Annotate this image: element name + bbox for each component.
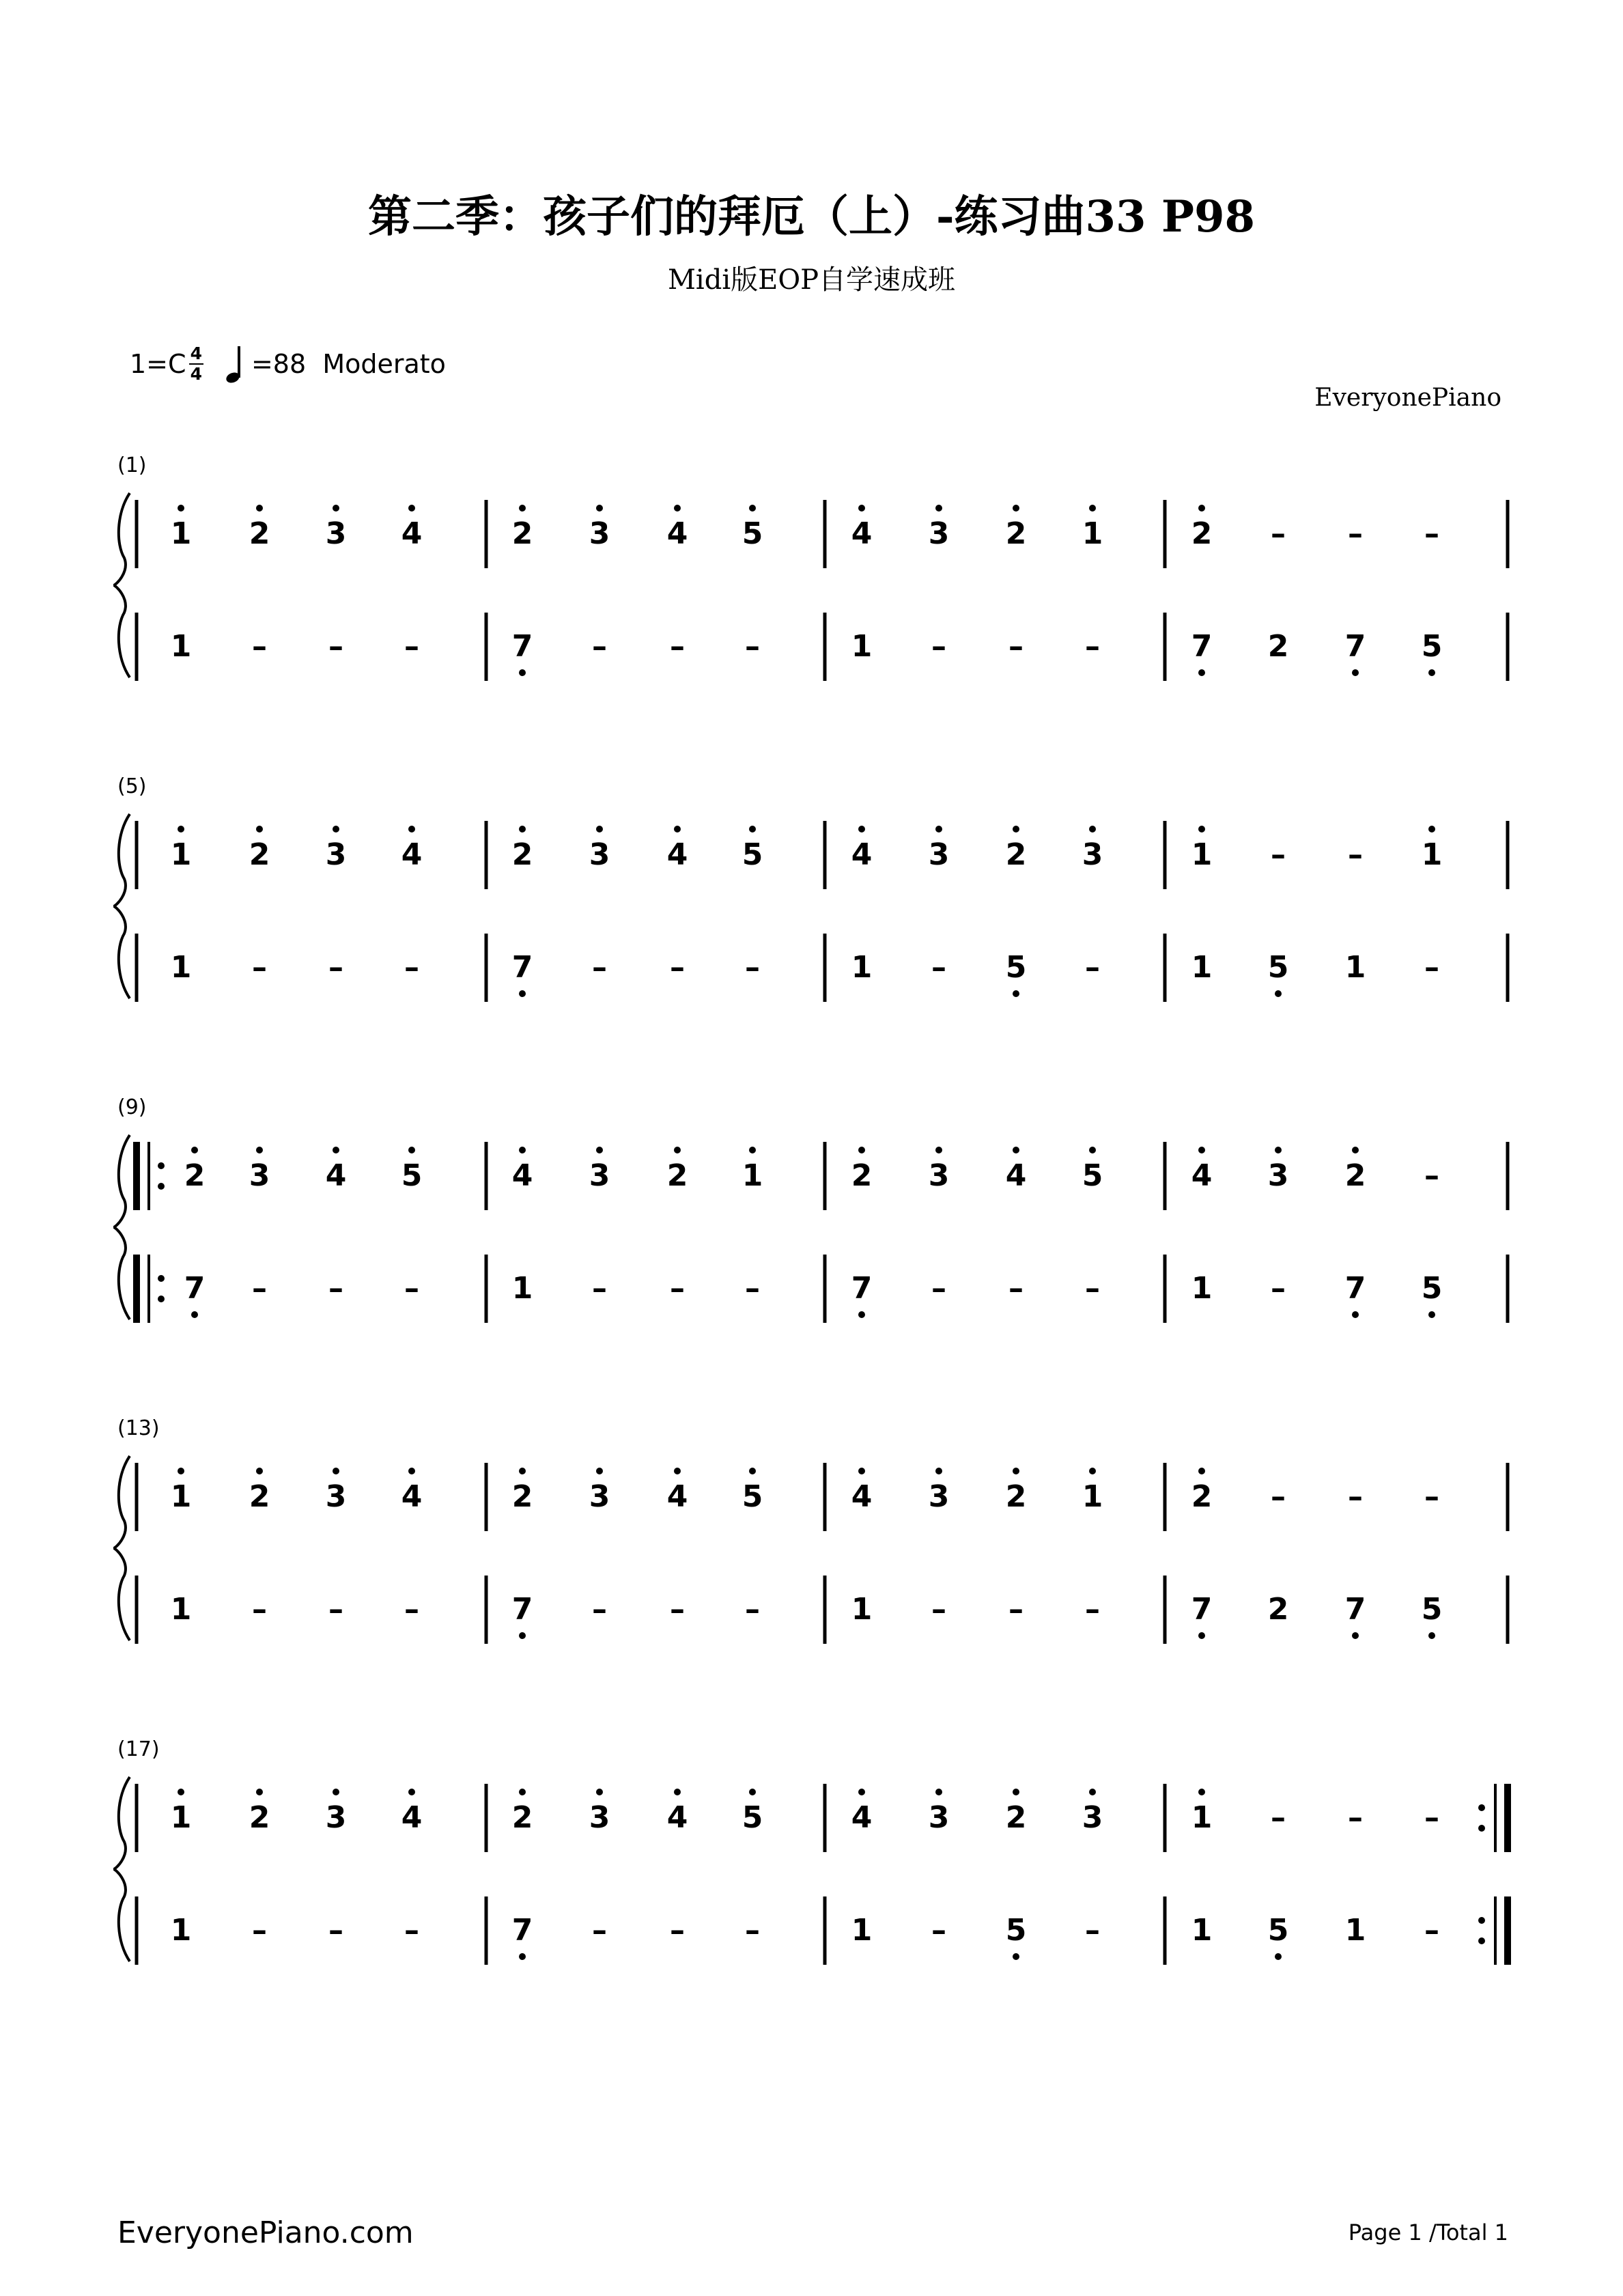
note-dash: – <box>252 1913 267 1948</box>
note-1: 1 <box>1082 516 1103 551</box>
note-5: 5 <box>1267 950 1289 985</box>
note-7: 7 <box>184 1271 206 1306</box>
note-7: 7 <box>511 629 533 664</box>
note-4: 4 <box>511 1158 533 1193</box>
note-2: 2 <box>511 516 533 551</box>
note-dash: – <box>1085 629 1100 664</box>
octave-high-dot <box>519 1468 526 1474</box>
note-7: 7 <box>851 1271 873 1306</box>
note-dash: – <box>592 1913 607 1948</box>
note-3: 3 <box>325 516 347 551</box>
note-3: 3 <box>589 1158 610 1193</box>
measure-number: (9) <box>117 1095 147 1119</box>
octave-high-dot <box>749 826 756 832</box>
octave-high-dot <box>1198 1789 1205 1795</box>
octave-high-dot <box>519 505 526 512</box>
octave-high-dot <box>333 1147 339 1153</box>
measure-number: (13) <box>117 1416 160 1440</box>
note-7: 7 <box>511 950 533 985</box>
note-3: 3 <box>589 837 610 872</box>
system-brace <box>113 1135 130 1319</box>
note-5: 5 <box>1421 629 1443 664</box>
note-dash: – <box>1424 1158 1439 1193</box>
octave-low-dot <box>1198 669 1205 676</box>
octave-high-dot <box>935 1468 942 1474</box>
note-7: 7 <box>1344 1592 1366 1627</box>
octave-high-dot <box>674 1789 681 1795</box>
note-1: 1 <box>742 1158 763 1193</box>
octave-low-dot <box>1013 990 1019 997</box>
octave-high-dot <box>1198 826 1205 832</box>
measure-number: (17) <box>117 1737 160 1761</box>
note-dash: – <box>404 950 419 985</box>
octave-high-dot <box>333 1789 339 1795</box>
note-dash: – <box>328 1913 343 1948</box>
note-2: 2 <box>249 1479 270 1514</box>
note-1: 1 <box>1191 1800 1213 1835</box>
note-4: 4 <box>851 516 873 551</box>
measure-number: (5) <box>117 774 147 798</box>
octave-high-dot <box>408 505 415 512</box>
octave-high-dot <box>178 826 184 832</box>
system-brace <box>113 1777 130 1961</box>
note-dash: – <box>1085 1592 1100 1627</box>
tempo-marking: =88 Moderato <box>251 349 446 379</box>
octave-high-dot <box>1089 1789 1096 1795</box>
repeat-dot <box>1478 1917 1485 1924</box>
octave-high-dot <box>1013 1147 1019 1153</box>
octave-low-dot <box>1352 1311 1359 1318</box>
note-4: 4 <box>325 1158 347 1193</box>
system-brace <box>113 814 130 998</box>
note-5: 5 <box>742 837 763 872</box>
octave-low-dot <box>1352 1632 1359 1639</box>
octave-high-dot <box>256 505 263 512</box>
repeat-dot <box>158 1183 165 1190</box>
octave-high-dot <box>333 826 339 832</box>
note-dash: – <box>592 1271 607 1306</box>
repeat-dot <box>158 1275 165 1282</box>
octave-high-dot <box>1013 1789 1019 1795</box>
key-signature: 1=C <box>130 349 186 379</box>
octave-high-dot <box>408 1147 415 1153</box>
note-1: 1 <box>1421 837 1443 872</box>
note-1: 1 <box>170 516 192 551</box>
note-2: 2 <box>1005 1479 1027 1514</box>
octave-high-dot <box>1013 505 1019 512</box>
note-2: 2 <box>249 516 270 551</box>
note-dash: – <box>1348 516 1363 551</box>
note-3: 3 <box>325 1800 347 1835</box>
octave-high-dot <box>1428 826 1435 832</box>
page-subtitle: Midi版EOP自学速成班 <box>667 264 956 296</box>
note-dash: – <box>1424 1913 1439 1948</box>
note-dash: – <box>328 629 343 664</box>
note-dash: – <box>592 629 607 664</box>
note-4: 4 <box>666 1800 688 1835</box>
octave-low-dot <box>1428 669 1435 676</box>
page-title: 第二季：孩子们的拜厄（上）-练习曲33 P98 <box>367 191 1256 242</box>
note-dash: – <box>404 1271 419 1306</box>
footer-page-number: Page 1 /Total 1 <box>1348 2220 1508 2245</box>
octave-high-dot <box>674 1147 681 1153</box>
octave-high-dot <box>408 1468 415 1474</box>
octave-high-dot <box>408 826 415 832</box>
octave-high-dot <box>519 826 526 832</box>
note-dash: – <box>1348 1479 1363 1514</box>
repeat-dot <box>158 1296 165 1302</box>
note-3: 3 <box>325 837 347 872</box>
note-dash: – <box>592 1592 607 1627</box>
octave-high-dot <box>191 1147 198 1153</box>
note-dash: – <box>931 1913 946 1948</box>
octave-high-dot <box>1198 505 1205 512</box>
octave-high-dot <box>519 1789 526 1795</box>
note-1: 1 <box>851 950 873 985</box>
octave-high-dot <box>858 1789 865 1795</box>
note-2: 2 <box>1267 1592 1289 1627</box>
octave-high-dot <box>674 826 681 832</box>
octave-high-dot <box>596 1789 603 1795</box>
octave-high-dot <box>178 505 184 512</box>
octave-low-dot <box>1352 669 1359 676</box>
octave-low-dot <box>1428 1311 1435 1318</box>
note-3: 3 <box>928 1800 950 1835</box>
system-brace <box>113 1456 130 1640</box>
note-3: 3 <box>325 1479 347 1514</box>
note-1: 1 <box>170 1592 192 1627</box>
note-dash: – <box>1008 1592 1024 1627</box>
octave-high-dot <box>935 1147 942 1153</box>
octave-high-dot <box>858 826 865 832</box>
time-signature-numerator: 4 <box>190 344 202 363</box>
octave-high-dot <box>749 1468 756 1474</box>
note-dash: – <box>931 950 946 985</box>
note-dash: – <box>745 629 760 664</box>
note-dash: – <box>1271 516 1286 551</box>
note-2: 2 <box>511 837 533 872</box>
repeat-dot <box>158 1162 165 1169</box>
note-5: 5 <box>1005 950 1027 985</box>
note-3: 3 <box>589 1479 610 1514</box>
note-2: 2 <box>1005 837 1027 872</box>
note-dash: – <box>670 950 685 985</box>
octave-high-dot <box>519 1147 526 1153</box>
time-signature-denominator: 4 <box>190 364 202 384</box>
note-4: 4 <box>401 516 423 551</box>
note-dash: – <box>252 1271 267 1306</box>
note-dash: – <box>931 629 946 664</box>
note-dash: – <box>1424 1800 1439 1835</box>
note-2: 2 <box>184 1158 206 1193</box>
octave-low-dot <box>1275 990 1282 997</box>
note-dash: – <box>670 1271 685 1306</box>
note-dash: – <box>1271 1271 1286 1306</box>
note-4: 4 <box>851 837 873 872</box>
octave-high-dot <box>858 505 865 512</box>
note-1: 1 <box>170 950 192 985</box>
octave-low-dot <box>1198 1632 1205 1639</box>
note-dash: – <box>670 1913 685 1948</box>
note-dash: – <box>745 1913 760 1948</box>
note-3: 3 <box>928 1479 950 1514</box>
note-dash: – <box>328 1592 343 1627</box>
repeat-dot <box>1478 1825 1485 1832</box>
octave-low-dot <box>519 669 526 676</box>
octave-high-dot <box>596 1147 603 1153</box>
octave-low-dot <box>191 1311 198 1318</box>
note-dash: – <box>328 950 343 985</box>
note-3: 3 <box>589 516 610 551</box>
note-1: 1 <box>1082 1479 1103 1514</box>
note-dash: – <box>1424 1479 1439 1514</box>
note-dash: – <box>252 1592 267 1627</box>
note-4: 4 <box>851 1479 873 1514</box>
note-4: 4 <box>666 1479 688 1514</box>
note-7: 7 <box>1191 629 1213 664</box>
note-dash: – <box>404 1913 419 1948</box>
note-2: 2 <box>511 1479 533 1514</box>
note-3: 3 <box>928 516 950 551</box>
octave-high-dot <box>858 1468 865 1474</box>
note-1: 1 <box>851 1592 873 1627</box>
note-2: 2 <box>851 1158 873 1193</box>
note-7: 7 <box>1344 629 1366 664</box>
note-2: 2 <box>249 1800 270 1835</box>
note-dash: – <box>1085 1913 1100 1948</box>
octave-high-dot <box>1089 505 1096 512</box>
note-dash: – <box>592 950 607 985</box>
octave-high-dot <box>1013 826 1019 832</box>
note-7: 7 <box>1191 1592 1213 1627</box>
octave-low-dot <box>858 1311 865 1318</box>
note-dash: – <box>252 950 267 985</box>
octave-high-dot <box>1198 1468 1205 1474</box>
note-1: 1 <box>1191 837 1213 872</box>
octave-high-dot <box>596 505 603 512</box>
note-1: 1 <box>170 629 192 664</box>
note-dash: – <box>745 1271 760 1306</box>
note-dash: – <box>931 1592 946 1627</box>
octave-high-dot <box>935 1789 942 1795</box>
octave-high-dot <box>408 1789 415 1795</box>
octave-low-dot <box>1275 1953 1282 1960</box>
note-2: 2 <box>1191 1479 1213 1514</box>
octave-high-dot <box>749 1789 756 1795</box>
note-2: 2 <box>1005 1800 1027 1835</box>
octave-low-dot <box>519 990 526 997</box>
note-1: 1 <box>1344 1913 1366 1948</box>
note-4: 4 <box>1005 1158 1027 1193</box>
note-1: 1 <box>1344 950 1366 985</box>
octave-high-dot <box>749 505 756 512</box>
note-dash: – <box>745 1592 760 1627</box>
measure-number: (1) <box>117 453 147 477</box>
note-dash: – <box>1085 950 1100 985</box>
note-2: 2 <box>511 1800 533 1835</box>
note-1: 1 <box>1191 950 1213 985</box>
note-dash: – <box>1271 1479 1286 1514</box>
note-1: 1 <box>170 1800 192 1835</box>
note-3: 3 <box>1267 1158 1289 1193</box>
repeat-dot <box>1478 1804 1485 1811</box>
octave-low-dot <box>1013 1953 1019 1960</box>
note-dash: – <box>670 629 685 664</box>
note-dash: – <box>745 950 760 985</box>
note-dash: – <box>1085 1271 1100 1306</box>
note-3: 3 <box>928 837 950 872</box>
note-7: 7 <box>511 1592 533 1627</box>
note-5: 5 <box>1421 1271 1443 1306</box>
note-3: 3 <box>928 1158 950 1193</box>
octave-high-dot <box>256 1789 263 1795</box>
note-2: 2 <box>1344 1158 1366 1193</box>
arranger-credit: EveryonePiano <box>1314 384 1501 412</box>
octave-high-dot <box>333 1468 339 1474</box>
note-2: 2 <box>249 837 270 872</box>
system-brace <box>113 493 130 677</box>
note-4: 4 <box>1191 1158 1213 1193</box>
note-7: 7 <box>511 1913 533 1948</box>
note-4: 4 <box>666 837 688 872</box>
note-3: 3 <box>1082 1800 1103 1835</box>
note-dash: – <box>1008 629 1024 664</box>
note-dash: – <box>931 1271 946 1306</box>
note-1: 1 <box>170 837 192 872</box>
note-5: 5 <box>1421 1592 1443 1627</box>
note-dash: – <box>1348 1800 1363 1835</box>
note-5: 5 <box>1267 1913 1289 1948</box>
note-7: 7 <box>1344 1271 1366 1306</box>
octave-high-dot <box>1089 826 1096 832</box>
note-dash: – <box>1008 1271 1024 1306</box>
octave-high-dot <box>935 505 942 512</box>
octave-high-dot <box>596 1468 603 1474</box>
octave-high-dot <box>333 505 339 512</box>
note-4: 4 <box>851 1800 873 1835</box>
note-1: 1 <box>1191 1913 1213 1948</box>
note-5: 5 <box>1005 1913 1027 1948</box>
octave-high-dot <box>674 505 681 512</box>
note-2: 2 <box>1005 516 1027 551</box>
note-dash: – <box>1424 516 1439 551</box>
note-4: 4 <box>401 1479 423 1514</box>
note-dash: – <box>1424 950 1439 985</box>
note-dash: – <box>328 1271 343 1306</box>
note-dash: – <box>670 1592 685 1627</box>
note-dash: – <box>1271 837 1286 872</box>
note-dash: – <box>1271 1800 1286 1835</box>
note-dash: – <box>404 629 419 664</box>
footer-site-name: EveryonePiano.com <box>117 2215 414 2250</box>
note-1: 1 <box>851 629 873 664</box>
octave-high-dot <box>1198 1147 1205 1153</box>
octave-high-dot <box>178 1789 184 1795</box>
note-1: 1 <box>851 1913 873 1948</box>
octave-high-dot <box>256 1147 263 1153</box>
octave-high-dot <box>1089 1468 1096 1474</box>
octave-low-dot <box>519 1632 526 1639</box>
octave-high-dot <box>256 1468 263 1474</box>
octave-high-dot <box>178 1468 184 1474</box>
note-dash: – <box>252 629 267 664</box>
note-1: 1 <box>170 1479 192 1514</box>
note-2: 2 <box>1267 629 1289 664</box>
octave-high-dot <box>858 1147 865 1153</box>
note-3: 3 <box>1082 837 1103 872</box>
note-1: 1 <box>1191 1271 1213 1306</box>
octave-high-dot <box>1275 1147 1282 1153</box>
repeat-dot <box>1478 1937 1485 1944</box>
note-1: 1 <box>170 1913 192 1948</box>
octave-high-dot <box>1352 1147 1359 1153</box>
note-5: 5 <box>1082 1158 1103 1193</box>
note-dash: – <box>1348 837 1363 872</box>
note-3: 3 <box>249 1158 270 1193</box>
octave-high-dot <box>256 826 263 832</box>
note-dash: – <box>404 1592 419 1627</box>
octave-high-dot <box>1013 1468 1019 1474</box>
note-2: 2 <box>666 1158 688 1193</box>
note-3: 3 <box>589 1800 610 1835</box>
note-5: 5 <box>742 516 763 551</box>
note-4: 4 <box>666 516 688 551</box>
octave-high-dot <box>674 1468 681 1474</box>
note-2: 2 <box>1191 516 1213 551</box>
octave-low-dot <box>1428 1632 1435 1639</box>
note-4: 4 <box>401 1800 423 1835</box>
note-5: 5 <box>742 1479 763 1514</box>
note-4: 4 <box>401 837 423 872</box>
note-1: 1 <box>511 1271 533 1306</box>
note-5: 5 <box>401 1158 423 1193</box>
octave-low-dot <box>519 1953 526 1960</box>
octave-high-dot <box>1089 1147 1096 1153</box>
note-5: 5 <box>742 1800 763 1835</box>
octave-high-dot <box>935 826 942 832</box>
octave-high-dot <box>749 1147 756 1153</box>
octave-high-dot <box>596 826 603 832</box>
